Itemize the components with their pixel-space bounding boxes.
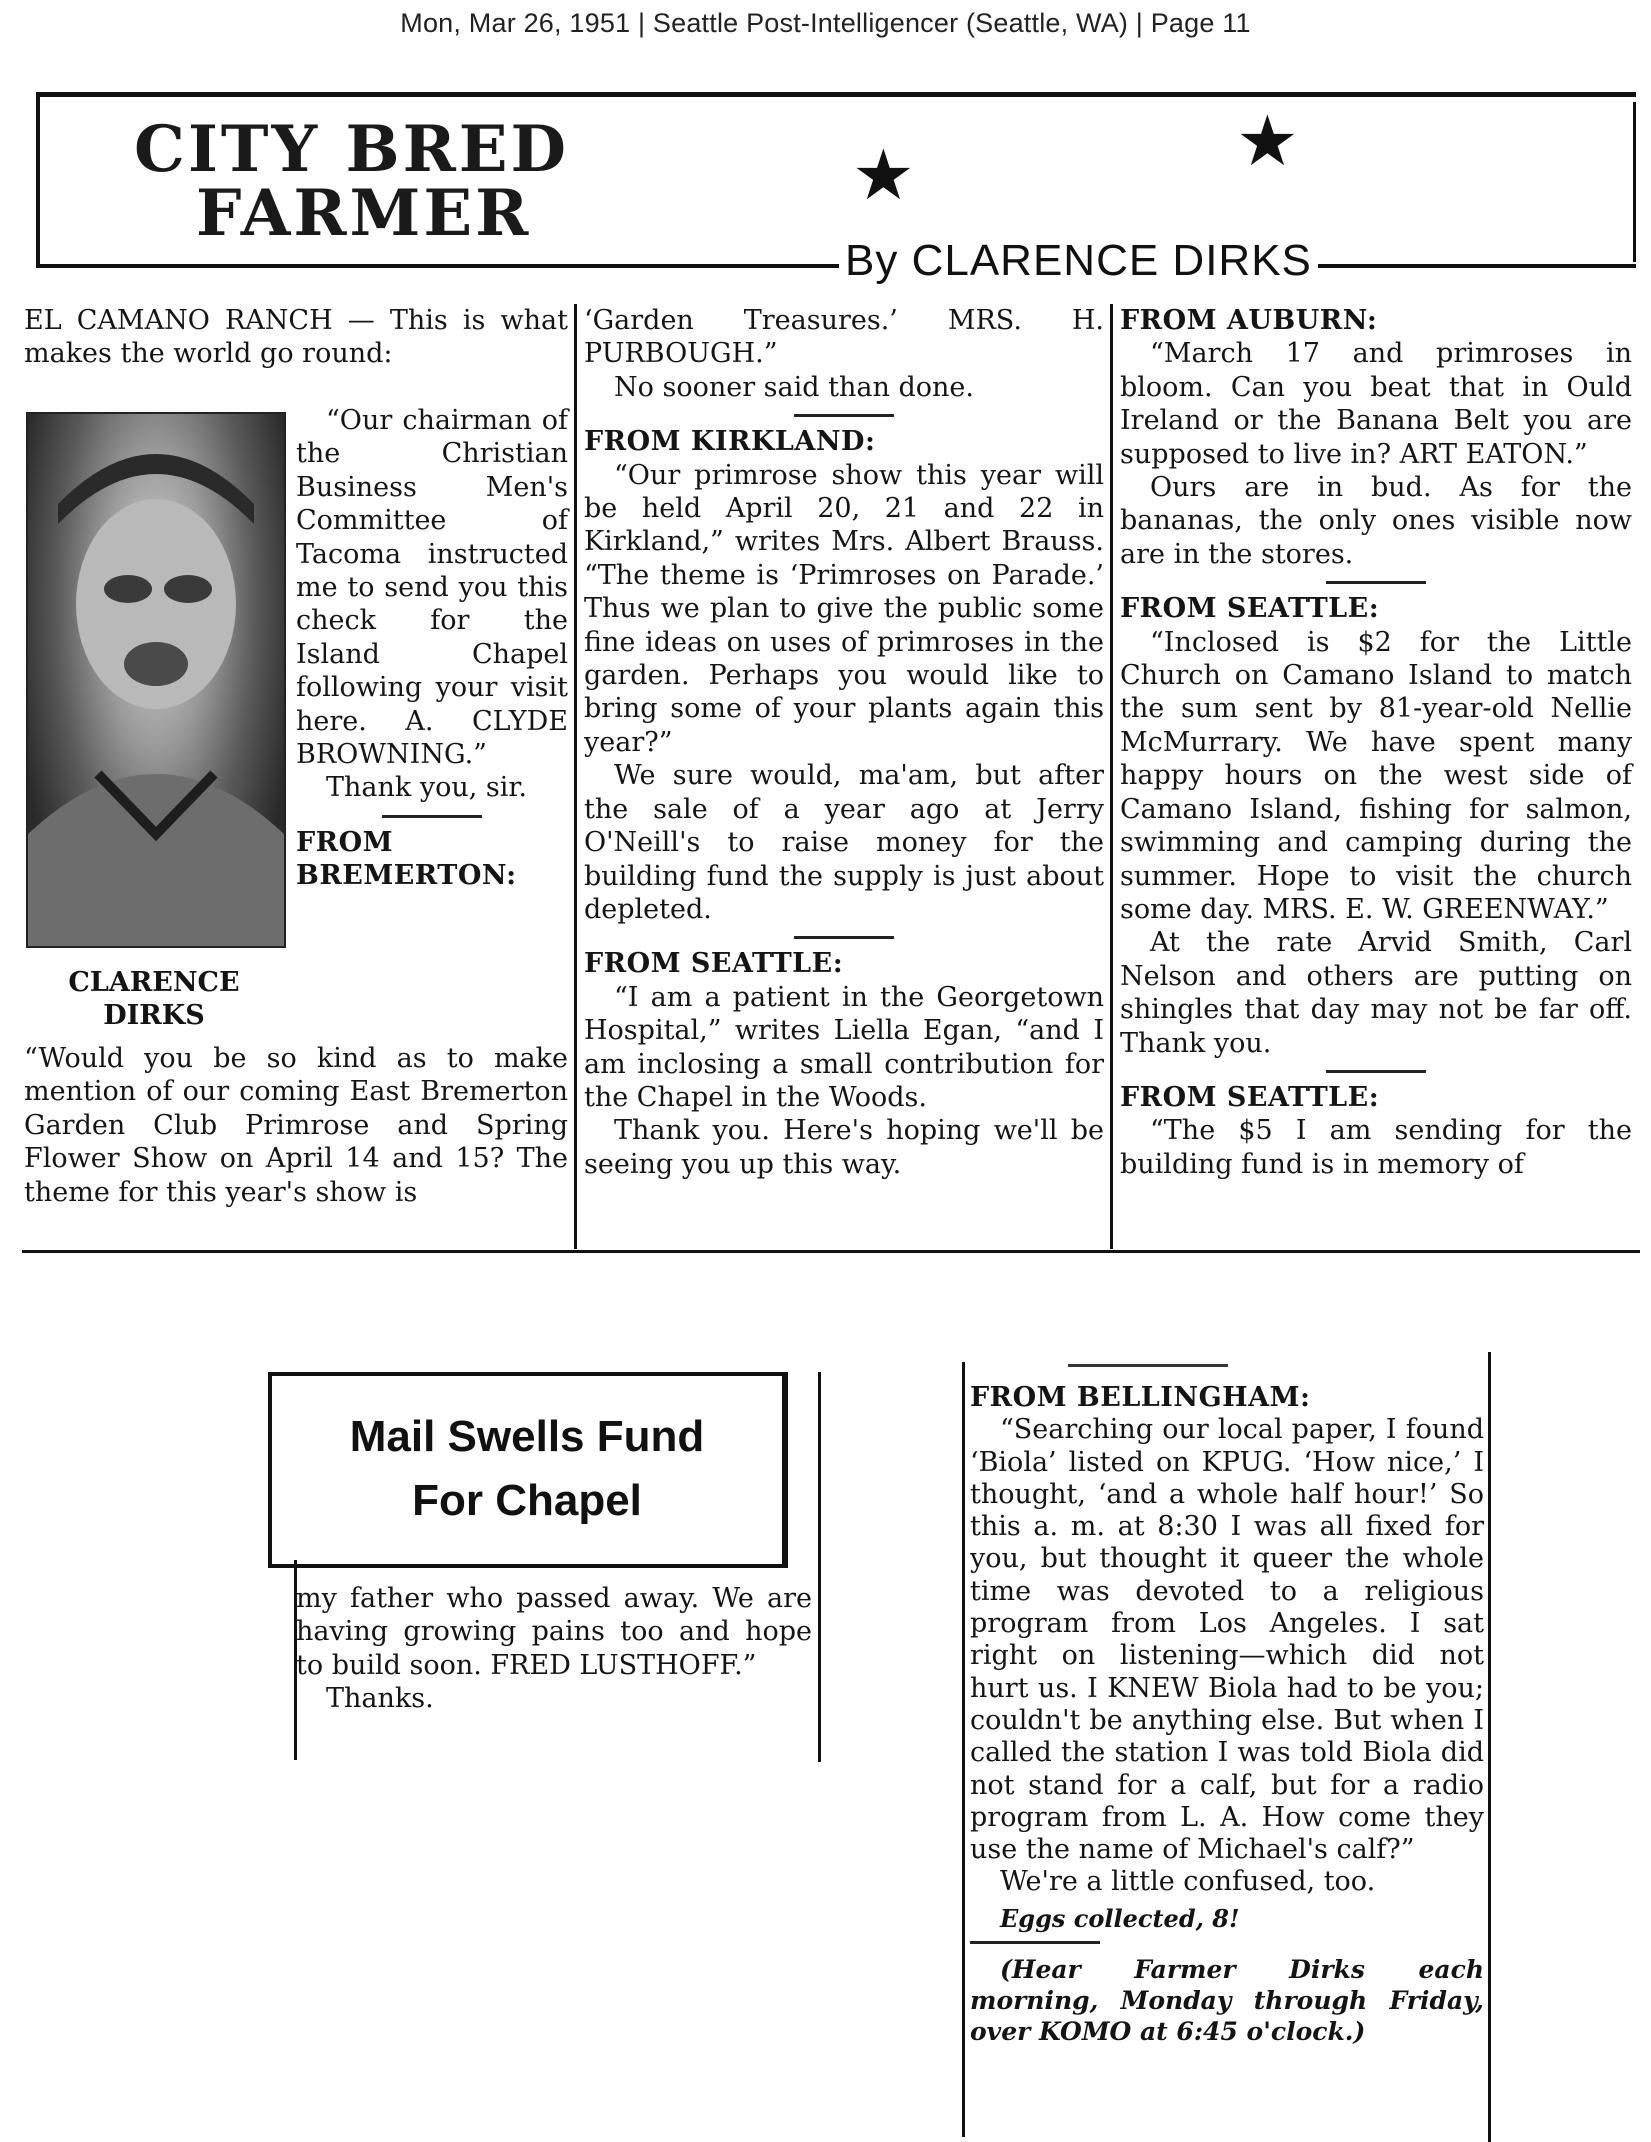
photo-caption: CLARENCE DIRKS	[68, 967, 240, 1031]
reply-paragraph: Thank you. Here's hoping we'll be seeing you up this way.	[584, 1115, 1104, 1180]
broadcast-note: (Hear Farmer Dirks each morning, Monday through Friday, over KOMO at 6:45 o'clock.)	[970, 1955, 1484, 2047]
lead-paragraph: EL CAMANO RANCH — This is what makes the world go round:	[24, 305, 568, 370]
top-rule	[36, 92, 1636, 97]
star-icon: ★	[852, 134, 915, 216]
right-masthead-rule	[1633, 102, 1636, 262]
reply-paragraph: Thanks.	[326, 1683, 434, 1715]
reply-paragraph: At the rate Arvid Smith, Carl Nelson and others are putting on shingles that day may not be far off. Thank you.	[1120, 927, 1632, 1059]
reply-paragraph: No sooner said than done.	[614, 371, 974, 403]
section-separator	[382, 815, 482, 818]
continuation-clipping	[262, 1328, 832, 1762]
byline-rule	[36, 264, 1636, 268]
section-heading: FROM SEATTLE:	[1120, 1081, 1380, 1113]
column-3	[1120, 304, 1632, 1181]
section-heading: FROM KIRKLAND:	[584, 426, 876, 458]
section-heading: FROM BELLINGHAM:	[970, 1382, 1311, 1413]
building-fund-letter: “The $5 I am sending for the building fund is in memory of	[1120, 1115, 1632, 1180]
main-clipping	[14, 82, 1640, 1254]
greenway-letter: “Inclosed is $2 for the Little Church on Camano Island to match the sum sent by 81-year-old Nellie McMurrary. We have spent many happy hours on the west side of Camano Island, fishing for salmon, swimming and camping during the summer. Hope to visit the church some day. MRS. E. W. GREENWAY.”	[1120, 626, 1632, 925]
star-icon: ★	[1236, 100, 1299, 182]
auburn-letter: “March 17 and primroses in bloom. Can you beat that in Ould Ireland or the Banana Belt you are supposed to live in? ART EATON.”	[1120, 338, 1632, 470]
bellingham-letter: “Searching our local paper, I found ‘Biola’ listed on KPUG. ‘How nice,’ I thought, ‘and a whole half hour!’ So this a. m. at 8:30 I was all fixed for you, but thought it queer the whole time was devoted to a religious program from Los Angeles. I sat right on listening—which did not hurt us. I KNEW Biola had to be you; couldn't be anything else. But when I called the station I was told Biola did not stand for a calf, but for a radio program from L. A. How come they use the name of Michael's calf?”	[970, 1414, 1484, 1866]
bremerton-letter: “Would you be so kind as to make mention of our coming East Bremerton Garden Club Primrose and Spring Flower Show on April 14 and 15? The theme for this year's show is	[24, 1043, 568, 1208]
section-heading: FROM SEATTLE:	[1120, 593, 1380, 625]
headline-line-2: For Chapel	[412, 1476, 642, 1525]
right-rule	[1488, 1352, 1491, 2142]
section-heading: FROM AUBURN:	[1120, 305, 1378, 336]
portrait-graphic	[28, 414, 284, 946]
reply-paragraph: Ours are in bud. As for the bananas, the only ones visible now are in the stores.	[1120, 472, 1632, 570]
column-1-bottom	[24, 1042, 568, 1209]
author-photo	[26, 412, 286, 948]
right-rule	[818, 1372, 821, 1762]
reply-paragraph: We're a little confused, too.	[1000, 1866, 1376, 1898]
section-separator	[794, 936, 894, 939]
column-rule	[574, 304, 577, 1249]
section-separator	[794, 414, 894, 417]
top-rule	[1068, 1364, 1228, 1367]
bellingham-clipping	[958, 1352, 1493, 2142]
clipping-text	[296, 1582, 812, 1716]
byline: By CLARENCE DIRKS	[839, 236, 1318, 286]
kirkland-letter: “Our primrose show this year will be held April 20, 21 and 22 in Kirkland,” writes Mrs. Albert Brauss. “The theme is ‘Primroses on Parade.’ Thus we plan to give the public some fine ideas on uses of primroses in the garden. Perhaps you would like to bring some of your plants again this year?”	[584, 459, 1104, 758]
section-separator	[970, 1941, 1100, 1944]
section-heading: FROM BREMERTON:	[296, 826, 517, 892]
bottom-rule	[22, 1250, 1640, 1253]
browning-letter: “Our chairman of the Christian Business Men's Committee of Tacoma instructed me to send you this check for the Island Chapel following your visit here. A. CLYDE BROWNING.”	[296, 405, 568, 771]
title-line-2: FARMER	[196, 176, 532, 251]
column-2	[584, 304, 1104, 1181]
column-1-top	[24, 304, 568, 371]
column-rule	[1110, 304, 1113, 1249]
section-separator	[1326, 581, 1426, 584]
clipping-text	[970, 1382, 1484, 2047]
headline-line-1: Mail Swells Fund	[349, 1412, 705, 1461]
egan-letter: “I am a patient in the Georgetown Hospital,” writes Liella Egan, “and I am inclosing a small contribution for the Chapel in the Woods.	[584, 981, 1104, 1113]
reply-paragraph: Thank you, sir.	[326, 772, 527, 804]
purbough-letter-end: ‘Garden Treasures.’ MRS. H. PURBOUGH.”	[584, 305, 1104, 370]
left-masthead-rule	[36, 92, 40, 268]
lusthoff-letter-end: my father who passed away. We are having growing pains too and hope to build soon. FRED LUSTHOFF.”	[296, 1583, 812, 1681]
section-heading: FROM SEATTLE:	[584, 948, 844, 980]
title-line-1: CITY BRED	[134, 112, 570, 187]
section-separator	[1326, 1070, 1426, 1073]
headline-box	[268, 1372, 788, 1568]
eggs-tally: Eggs collected, 8!	[1000, 1903, 1240, 1933]
left-rule	[962, 1362, 965, 2137]
citation-header: Mon, Mar 26, 1951 | Seattle Post-Intelligencer (Seattle, WA) | Page 11	[400, 8, 1251, 38]
column-1-wrap	[296, 404, 568, 893]
masthead-title	[134, 112, 570, 251]
reply-paragraph: We sure would, ma'am, but after the sale of a year ago at Jerry O'Neill's to raise money for the building fund the supply is just about depleted.	[584, 760, 1104, 925]
